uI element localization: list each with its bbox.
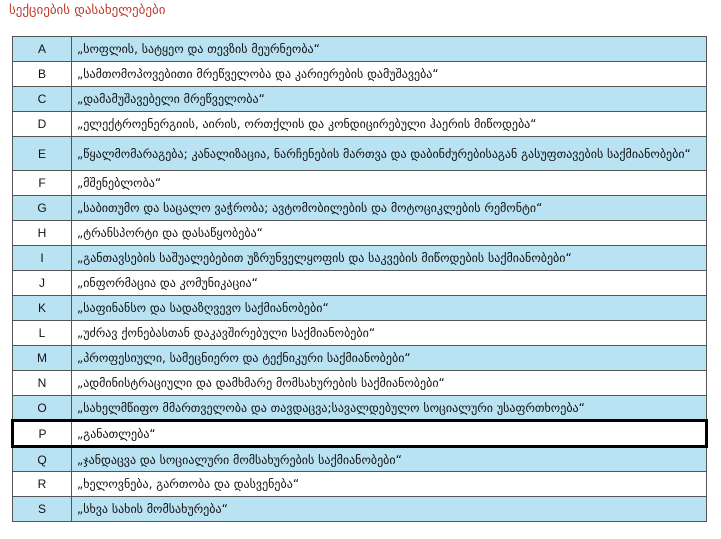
table-row[interactable]	[13, 472, 707, 497]
section-code: I	[13, 246, 72, 271]
table-row[interactable]	[13, 421, 707, 447]
section-name: „ტრანსპორტი და დასაწყობება“	[72, 221, 707, 246]
section-name: „ელექტროენერგიის, აირის, ორთქლის და კონდიცირებული ჰაერის მიწოდება“	[72, 112, 707, 137]
table-row[interactable]	[13, 87, 707, 112]
section-name: „სახელმწიფო მმართველობა და თავდაცვა;სავალდებულო სოციალური უსაფრთხოება“	[72, 396, 707, 421]
section-code: M	[13, 346, 72, 371]
table-row[interactable]	[13, 447, 707, 472]
section-code: G	[13, 196, 72, 221]
section-name: „წყალმომარაგება; კანალიზაცია, ნარჩენების მართვა და დაბინძურებისაგან გასუფთავების საქმიანობები“	[72, 137, 707, 171]
section-code: B	[13, 62, 72, 87]
section-name: „საფინანსო და სადაზღვევო საქმიანობები“	[72, 296, 707, 321]
table-row[interactable]	[13, 62, 707, 87]
table-row[interactable]	[13, 37, 707, 62]
section-name: „უძრავ ქონებასთან დაკავშირებული საქმიანობები“	[72, 321, 707, 346]
section-name: „დამამუშავებელი მრეწველობა“	[72, 87, 707, 112]
table-row[interactable]	[13, 221, 707, 246]
section-name: „მშენებლობა“	[72, 171, 707, 196]
section-code: O	[13, 396, 72, 421]
section-code: R	[13, 472, 72, 497]
section-code: N	[13, 371, 72, 396]
table-row[interactable]	[13, 246, 707, 271]
section-code: A	[13, 37, 72, 62]
table-row[interactable]	[13, 396, 707, 421]
table-row[interactable]	[13, 271, 707, 296]
section-name: „ჯანდაცვა და სოციალური მომსახურების საქმიანობები“	[72, 447, 707, 472]
section-code: P	[13, 421, 72, 447]
table-row[interactable]	[13, 196, 707, 221]
section-name: „სამთომოპოვებითი მრეწველობა და კარიერების დამუშავება“	[72, 62, 707, 87]
section-code: D	[13, 112, 72, 137]
section-name: „სხვა სახის მომსახურება“	[72, 497, 707, 522]
section-name: „პროფესიული, სამეცნიერო და ტექნიკური საქმიანობები“	[72, 346, 707, 371]
section-code: J	[13, 271, 72, 296]
section-name: „ინფორმაცია და კომუნიკაცია“	[72, 271, 707, 296]
table-row[interactable]	[13, 137, 707, 171]
table-row[interactable]	[13, 371, 707, 396]
table-row[interactable]	[13, 346, 707, 371]
section-code: H	[13, 221, 72, 246]
section-code: S	[13, 497, 72, 522]
table-row[interactable]	[13, 296, 707, 321]
section-code: Q	[13, 447, 72, 472]
page-heading: სექციების დასახელებები	[9, 3, 166, 18]
section-code: F	[13, 171, 72, 196]
table-row[interactable]	[13, 112, 707, 137]
section-name: „ხელოვნება, გართობა და დასვენება“	[72, 472, 707, 497]
table-row[interactable]	[13, 321, 707, 346]
section-name: „საბითუმო და საცალო ვაჭრობა; ავტომობილების და მოტოციკლების რემონტი“	[72, 196, 707, 221]
section-code: E	[13, 137, 72, 171]
section-code: K	[13, 296, 72, 321]
section-name: „სოფლის, სატყეო და თევზის მეურნეობა“	[72, 37, 707, 62]
table-row[interactable]	[13, 497, 707, 522]
sections-table	[11, 36, 708, 522]
section-code: L	[13, 321, 72, 346]
section-code: C	[13, 87, 72, 112]
section-name: „განთავსების საშუალებებით უზრუნველყოფის და საკვების მიწოდების საქმიანობები“	[72, 246, 707, 271]
table-row[interactable]	[13, 171, 707, 196]
section-name: „ადმინისტრაციული და დამხმარე მომსახურების საქმიანობები“	[72, 371, 707, 396]
section-name: „განათლება“	[72, 421, 707, 447]
